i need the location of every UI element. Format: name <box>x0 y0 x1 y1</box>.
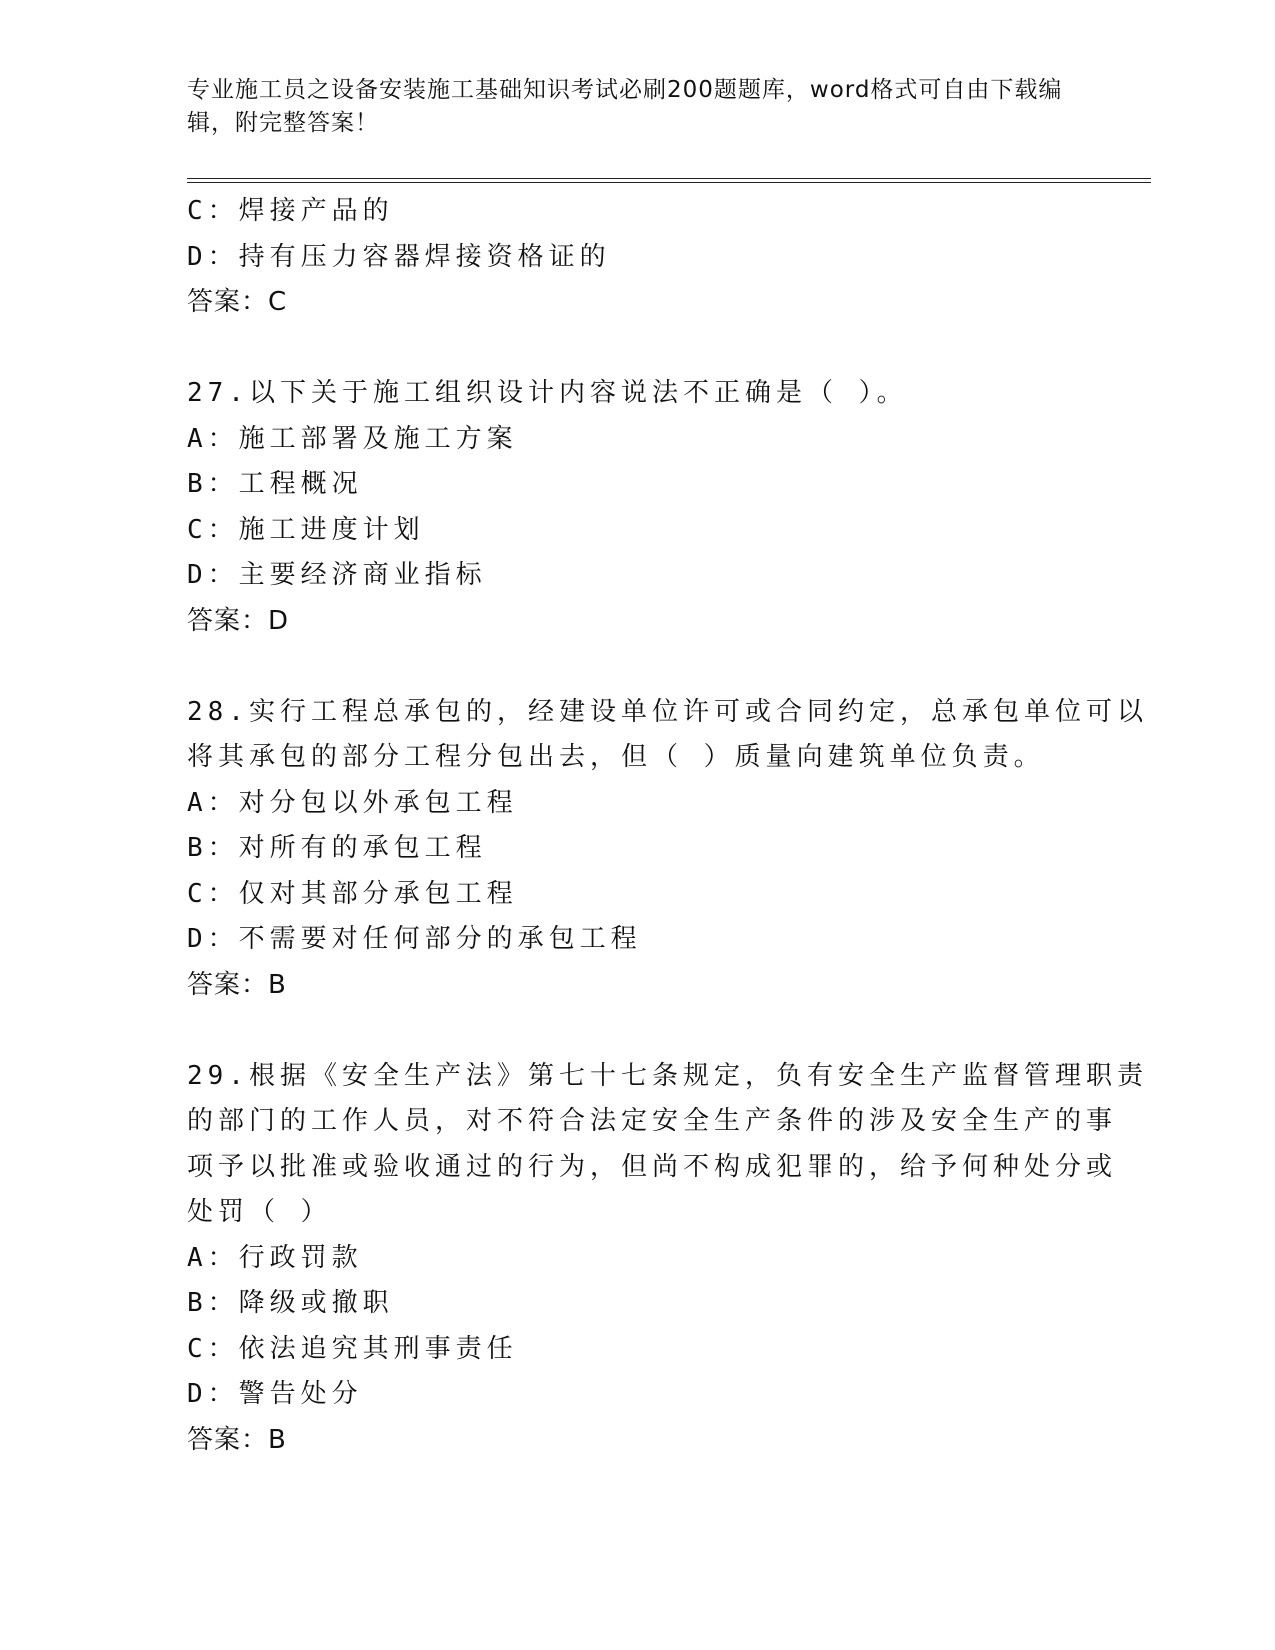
question-26-continued <box>187 189 1087 326</box>
question-stem-line: 处罚（ ） <box>187 1197 332 1227</box>
answer: 答案：B <box>187 969 287 1000</box>
option-a: A：对分包以外承包工程 <box>187 787 518 818</box>
spacer <box>187 326 1087 372</box>
question-stem-line: 的部门的工作人员，对不符合法定安全生产条件的涉及安全生产的事 <box>187 1106 1118 1136</box>
question-list <box>187 189 1148 1463</box>
question-29 <box>187 1054 1148 1464</box>
header-divider-bottom <box>187 182 1151 183</box>
option-a: A：施工部署及施工方案 <box>187 423 518 454</box>
question-stem-line: 将其承包的部分工程分包出去，但（ ）质量向建筑单位负责。 <box>187 742 1045 772</box>
option-d: D：警告处分 <box>187 1379 363 1409</box>
option-b: B：降级或撤职 <box>187 1288 394 1318</box>
spacer <box>187 1008 1087 1054</box>
question-stem-line: 项予以批准或验收通过的行为，但尚不构成犯罪的，给予何种处分或 <box>187 1151 1118 1182</box>
header-divider-top <box>187 178 1151 179</box>
answer: 答案：C <box>187 287 288 317</box>
option-a: A：行政罚款 <box>187 1242 363 1273</box>
document-header <box>187 74 1087 140</box>
question-28 <box>187 690 1148 1009</box>
option-c: C：焊接产品的 <box>187 196 394 226</box>
header-title: 专业施工员之设备安装施工基础知识考试必刷200题题库，word格式可自由下载编辑，附完整答案！ <box>187 77 1063 136</box>
option-d: D：持有压力容器焊接资格证的 <box>187 241 611 272</box>
question-stem-line: 28.实行工程总承包的，经建设单位许可或合同约定，总承包单位可以 <box>187 696 1148 727</box>
question-27 <box>187 371 1087 644</box>
spacer <box>187 644 1087 690</box>
option-d: D：不需要对任何部分的承包工程 <box>187 924 642 954</box>
question-stem: 27.以下关于施工组织设计内容说法不正确是（ ）。 <box>187 378 908 408</box>
option-c: C：施工进度计划 <box>187 514 425 545</box>
option-c: C：仅对其部分承包工程 <box>187 878 518 909</box>
option-c: C：依法追究其刑事责任 <box>187 1333 518 1364</box>
answer: 答案：D <box>187 605 290 636</box>
option-d: D：主要经济商业指标 <box>187 560 487 590</box>
option-b: B：对所有的承包工程 <box>187 833 487 863</box>
answer: 答案：B <box>187 1424 287 1455</box>
question-stem-line: 29.根据《安全生产法》第七十七条规定，负有安全生产监督管理职责 <box>187 1060 1148 1091</box>
option-b: B：工程概况 <box>187 469 363 499</box>
